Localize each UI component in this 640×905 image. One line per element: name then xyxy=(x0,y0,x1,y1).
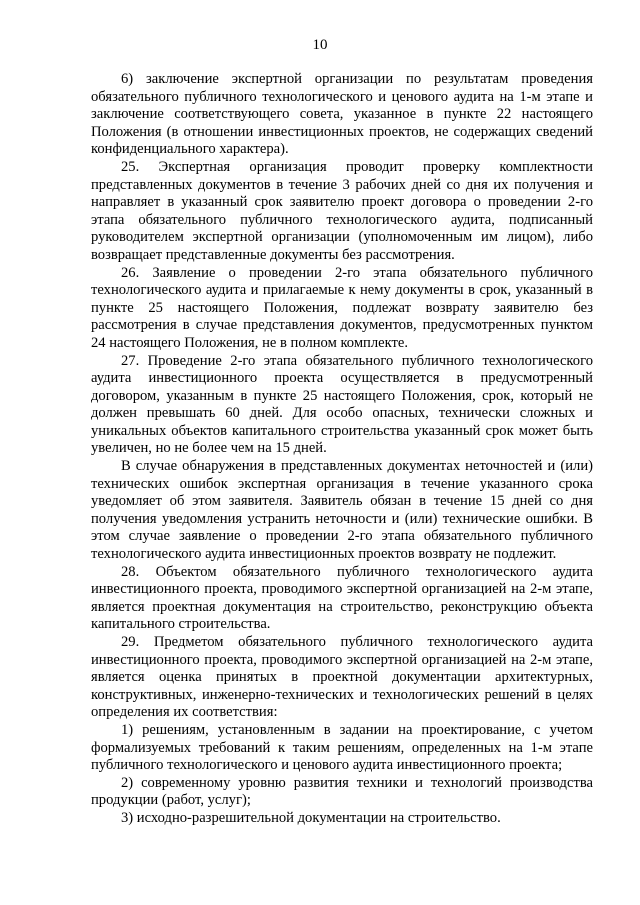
paragraph-29-item-3: 3) исходно-разрешительной документации на строительство. xyxy=(121,809,501,826)
page-number: 10 xyxy=(312,37,328,53)
paragraph-25: 25. Экспертная организация проводит проверку комплектности представленных документов в течение 3 рабочих дней со дня их получения и направляет в указанный срок заявителю проект договора о проведении 2-го этапа обязательного публичного технологического аудита, подписанный руководителем экспертной организации (уполномоченным им лицом), либо возвращает представленные документы без рассмотрения. xyxy=(91,158,593,263)
paragraph-item-6: 6) заключение экспертной организации по результатам проведения обязательного публичного технологического и ценового аудита на 1-м этапе и заключение соответствующего совета, указанное в пункте 22 настоящего Положения (в отношении инвестиционных проектов, не содержащих сведений конфиденциального характера). xyxy=(91,71,593,158)
paragraph-26: 26. Заявление о проведении 2-го этапа обязательного публичного технологического аудита и прилагаемые к нему документы в срок, указанный в пункте 25 настоящего Положения, подлежат возврату заявителю без рассмотрения в случае представления документов, предусмотренных пунктом 24 настоящего Положения, не в полном комплекте. xyxy=(91,264,593,351)
paragraph-29-item-1: 1) решениям, установленным в задании на проектирование, с учетом формализуемых требований к таким решениям, определенных на 1-м этапе публичного технологического и ценового аудита инвестиционного проекта; xyxy=(91,721,593,774)
document-body xyxy=(91,71,593,828)
paragraph-29-item-2: 2) современному уровню развития техники и технологий производства продукции (работ, услуг); xyxy=(91,774,593,809)
paragraph-28: 28. Объектом обязательного публичного технологического аудита инвестиционного проекта, проводимого экспертной организацией на 2-м этапе, является проектная документация на строительство, реконструкцию объекта капитального строительства. xyxy=(91,563,593,633)
paragraph-29: 29. Предметом обязательного публичного технологического аудита инвестиционного проекта, проводимого экспертной организацией на 2-м этапе, является оценка принятых в проектной документации архитектурных, конструктивных, инженерно-технических и технологических решений в целях определения их соответствия: xyxy=(91,634,593,721)
paragraph-27: 27. Проведение 2-го этапа обязательного публичного технологического аудита инвестиционного проекта осуществляется в предусмотренный договором, указанным в пункте 25 настоящего Положения, срок, который не должен превышать 60 дней. Для особо опасных, технически сложных и уникальных объектов капитального строительства указанный срок может быть увеличен, но не более чем на 15 дней. xyxy=(91,352,593,457)
paragraph-27-continuation: В случае обнаружения в представленных документах неточностей и (или) технических ошибок экспертная организация в течение указанного срока уведомляет об этом заявителя. Заявитель обязан в течение 15 дней со дня получения уведомления устранить неточности и (или) технические ошибки. В этом случае заявление о проведении 2-го этапа обязательного публичного технологического аудита инвестиционных проектов возврату не подлежит. xyxy=(91,458,593,563)
